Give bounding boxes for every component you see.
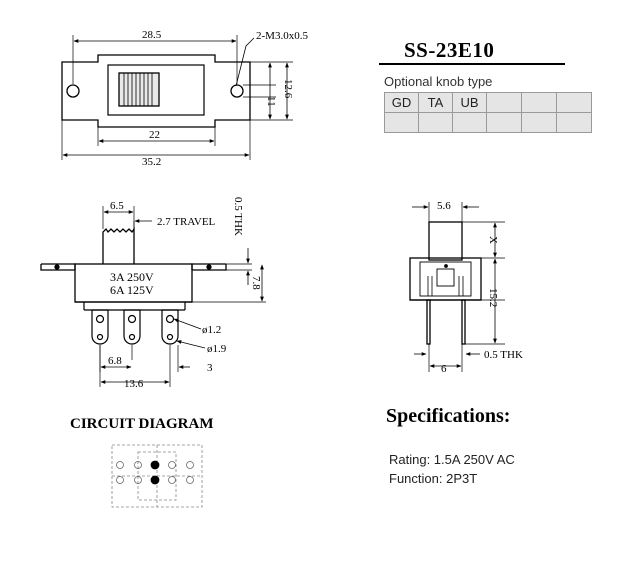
circuit-schematic [112,445,202,507]
model-title: SS-23E10 [404,38,495,62]
dim-label-plate-length: 35.2 [142,156,162,168]
dim-label-pin-span: 13.6 [124,378,144,390]
title-underline [379,63,565,65]
dim-label-pad-dia: ø1.9 [207,343,227,355]
dim-label-knob-width: 6.5 [110,200,124,212]
flange-rivet-right [207,265,211,269]
knob-option-gd: GD [385,93,419,113]
solder-pins [84,302,185,344]
knob-cell [557,113,592,133]
dim-label-plate-width: 12.6 [282,79,294,99]
body-rating-line2: 6A 125V [110,283,154,297]
spec-function: Function: 2P3T [389,471,478,486]
right-mount-hole [231,85,243,97]
dim-label-inner-length: 22 [149,129,160,141]
contact-common-bottom [151,476,159,484]
dim-label-pin-hole: ø1.2 [202,324,222,336]
knob-option-empty-2 [522,93,557,113]
side-view [410,202,505,372]
knob-cell [419,113,453,133]
dim-label-pin-pitch: 6.8 [108,355,122,367]
dim-label-pitch: 28.5 [142,29,162,41]
dim-label-plate-thickness: 0.5 THK [232,197,244,236]
leader-pad-dia [177,341,205,348]
circuit-diagram-title: CIRCUIT DIAGRAM [70,416,214,432]
contact-left-top [117,462,124,469]
dim-label-hole: 2-M3.0x0.5 [256,30,308,42]
spec-rating: Rating: 1.5A 250V AC [389,452,515,467]
knob-option-empty-1 [487,93,522,113]
dim-label-side-knob: 5.6 [437,200,451,212]
knob-cell [453,113,487,133]
contact-right-top [187,462,194,469]
knob-cell [385,113,419,133]
contact-midright-top [169,462,176,469]
knob-cell [522,113,557,133]
dim-label-body-height: 7.8 [250,276,262,290]
specifications-title: Specifications: [386,405,511,427]
knob-option-ub: UB [453,93,487,113]
contact-right-bottom [187,477,194,484]
side-knob [429,222,462,260]
dim-label-pin-gap: 3 [207,362,213,374]
side-pin-left [427,300,430,344]
side-contact [437,269,454,286]
knob-profile [103,229,134,264]
left-mount-hole [67,85,79,97]
knob-type-label: Optional knob type [384,74,493,89]
side-pin-right [462,300,465,344]
flange-rivet-left [55,265,59,269]
knob-type-table [384,92,592,133]
dim-label-side-width: 6 [441,363,447,375]
body-rating-line1: 3A 250V [110,270,154,284]
dim-label-side-body: 15.2 [487,288,499,308]
top-view [62,35,293,160]
knob-option-empty-3 [557,93,592,113]
dim-label-side-thk: 0.5 THK [484,349,523,361]
dim-label-travel: 2.7 TRAVEL [157,216,216,228]
slide-knob-top [119,73,159,106]
contact-left-bottom [117,477,124,484]
contact-midright-bottom [169,477,176,484]
contact-common-top [151,461,159,469]
knob-option-ta: TA [419,93,453,113]
dim-label-mount-width: 11 [265,96,277,107]
dim-label-side-x: X [487,236,499,244]
knob-cell [487,113,522,133]
